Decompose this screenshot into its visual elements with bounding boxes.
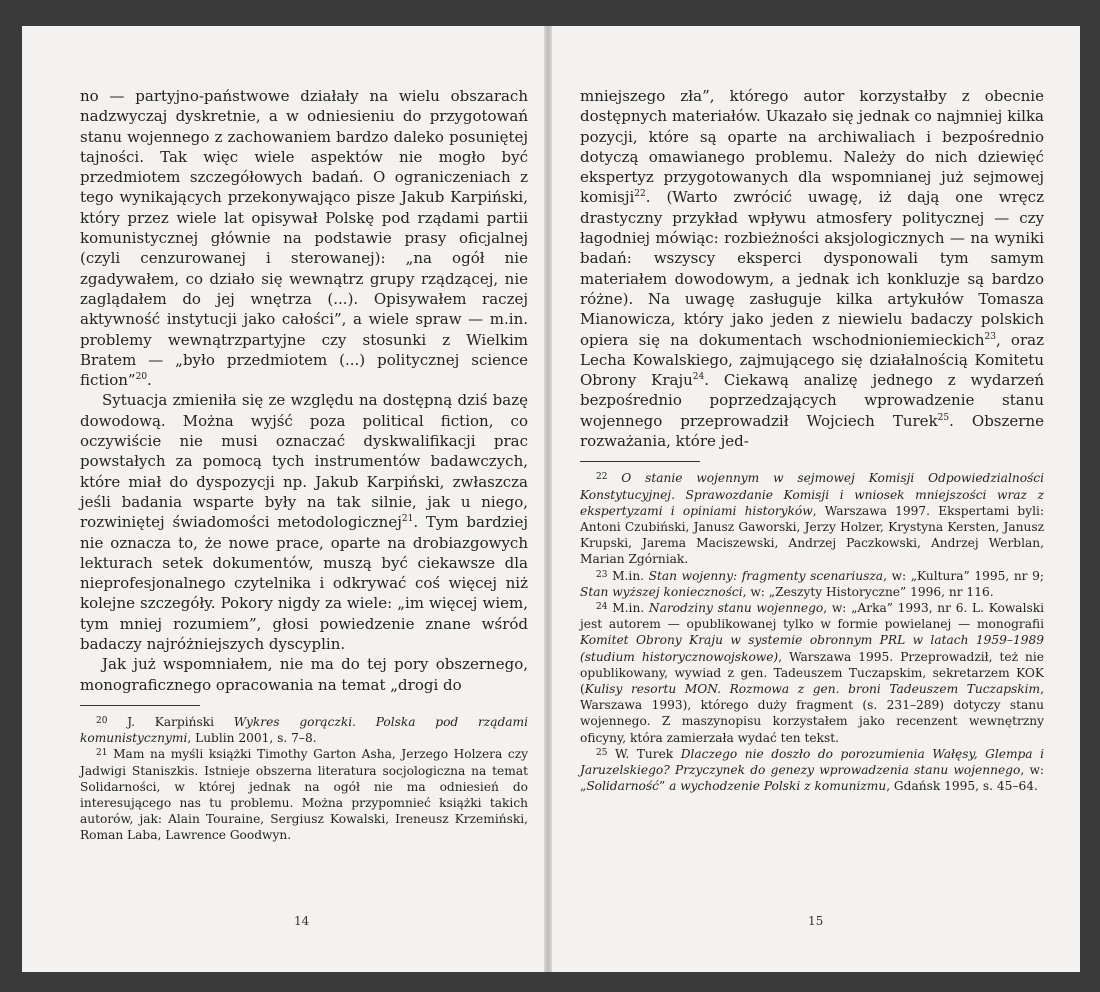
page-number-left: 14	[294, 914, 310, 928]
page-number-right: 15	[808, 914, 824, 928]
left-page	[22, 26, 544, 972]
footnote-20: $^{20}$ J. Karpiński Wykres gorączki. Polska pod rządami komunistycznymi, Lublin 2001, s. 7–8.	[80, 714, 529, 746]
footnote-22: $^{22}$ O stanie wojennym w sejmowej Komisji Odpowiedzialności Konstytucyjnej. Sprawozdanie Komisji i wniosek mniejszości wraz z ekspertyzami i opiniami historyków, Warszawa 1997. Ekspertami byli: Antoni Czubiński, Janusz Gaworski, Jerzy Holzer, Krystyna Kersten, Janusz Krupski, Jarema Maciszewski, Andrzej Paczkowski, Andrzej Werblan, Marian Zgórniak.	[580, 471, 1045, 567]
footnote-ref-21: 21	[401, 514, 414, 525]
footnote-25: $^{25}$ W. Turek Dlaczego nie doszło do porozumienia Wałęsy, Glempa i Jaruzelskiego? Przyczynek do genezy wprowadzenia stanu wojennego, w: „Solidarność” a wychodzenie Polski z komunizmu, Gdańsk 1995, s. 45–64.	[580, 746, 1044, 794]
footnote-21: $^{21}$ Mam na myśli książki Timothy Garton Asha, Jerzego Holzera czy Jadwigi Staniszkis. Istnieje obszerna literatura socjologiczna na temat Solidarności, w której jednak na ogół nie ma odniesień do interesującego nas tu problemu. Można przypomnieć książki takich autorów, jak: Alain Touraine, Sergiusz Kowalski, Ireneusz Krzemiński, Roman Laba, Lawrence Goodwyn.	[80, 747, 528, 843]
left-paragraph-2: Sytuacja zmieniła się ze względu na dostępną dziś bazę dowodową. Można wyjść poza political fiction, co oczywiście nie musi oznaczać dyskwalifikacji prac powstałych za pomocą tych instrumentów badawczych, które miał do dyspozycji np. Jakub Karpiński, zwłaszcza jeśli badania wsparte były na tak silnie, jak u niego, rozwiniętej świadomości metodologicznej$^{21}$. Tym bardziej nie oznacza to, że nowe prace, oparte na drobiazgowych lekturach setek dokumentów, muszą być ciekawsze dla nieprofesjonalnego czytelnika i odkrywać coś więcej niż kolejne szczegóły. Pokory nigdy za wiele: „im więcej wiem, tym mniej rozumiem”, głosi powiedzenie znane wśród badaczy najróżniejszych dyscyplin.	[80, 391, 528, 654]
right-paragraph-1: mniejszego zła”, którego autor korzystałby z obecnie dostępnych materiałów. Ukazało się jednak co najmniej kilka pozycji, które są oparte na archiwaliach i bezpośrednio dotyczą omawianego problemu. Należy do nich dziewięć ekspertyz przygotowanych dla wspomnianej już sejmowej komisji$^{22}$. (Warto zwrócić uwagę, iż dają one wręcz drastyczny przykład wpływu atmosfery politycznej — czy łagodniej mówiąc: rozbieżności aksjologicznych — na wyniki badań: wszyscy eksperci dysponowali tym samym materiałem dowodowym, a jednak ich konkluzje są bardzo różne). Na uwagę zasługuje kilka artykułów Tomasza Mianowicza, który jako jeden z niewielu badaczy polskich opiera się na dokumentach wschodnioniemieckich$^{23}$, oraz Lecha Kowalskiego, zajmującego się działalnością Komitetu Obrony Kraju$^{24}$. Ciekawą analizę jednego z wydarzeń bezpośrednio poprzedzających wprowadzenie stanu wojennego przeprowadził Wojciech Turek$^{25}$. Obszerne rozważania, które jed-	[580, 87, 1044, 451]
left-footnotes	[80, 714, 528, 844]
right-body	[580, 86, 1044, 451]
footnote-24: $^{24}$ M.in. Narodziny stanu wojennego, w: „Arka” 1993, nr 6. L. Kowalski jest autorem — opublikowanej tylko w formie powielanej — monografii Komitet Obrony Kraju w systemie obronnym PRL w latach 1959–1989 (studium historycznowojskowe), Warszawa 1995. Przeprowadził, też nie opublikowany, wywiad z gen. Tadeuszem Tuczapskim, sekretarzem KOK (Kulisy resortu MON. Rozmowa z gen. broni Tadeuszem Tuczapskim, Warszawa 1993), którego duży fragment (s. 231–289) dotyczy stanu wojennego. Z maszynopisu korzystałem jako recenzent wewnętrzny oficyny, która zamierzała wydać ten tekst.	[580, 600, 1045, 745]
right-page	[552, 26, 1080, 972]
left-paragraph-1-text: no — partyjno-państwowe działały na wielu obszarach nadzwyczaj dyskretnie, a w odniesieniu do przygotowań stanu wojennego z zachowaniem bardzo daleko posuniętej tajności. Tak więc wiele aspektów nie mogło być przedmiotem szczegółowych badań. O ograniczeniach z tego wynikających przekonywająco pisze Jakub Karpiński, który przez wiele lat opisywał Polskę pod rządami partii komunistycznej głównie na podstawie prasy oficjalnej (czyli cenzurowanej i sterowanej): „na ogół nie zgadywałem, co działo się wewnątrz grupy rządzącej, nie zaglądałem do jej wnętrza (...). Opisywałem raczej aktywność instytucji jako całości”, a wiele spraw — m.in. problemy wewnątrzpartyjne czy stosunki z Wielkim Bratem — „było przedmiotem (...) politycznej science fiction”	[80, 87, 528, 390]
book-gutter	[544, 26, 552, 972]
left-page-text	[80, 86, 528, 844]
left-paragraph-2-cont: Tym bardziej nie oznacza to, że nowe prace, oparte na drobiazgowych lekturach setek dokumentów, muszą być ciekawsze dla nieprofesjonalnego czytelnika i odkrywać coś więcej niż kolejne szczegóły. Pokory nigdy za wiele: „im więcej wiem, tym mniej rozumiem”, głosi powiedzenie znane wśród badaczy najróżniejszych dyscyplin.	[80, 513, 528, 654]
footnote-divider	[580, 461, 700, 462]
right-page-text	[580, 86, 1044, 794]
footnote-ref-25: 25	[937, 412, 950, 423]
footnote-ref-20: 20	[135, 372, 148, 383]
footnote-divider	[80, 705, 200, 706]
book-spread	[22, 26, 1080, 972]
right-footnotes	[580, 470, 1044, 794]
left-paragraph-3: Jak już wspomniałem, nie ma do tej pory obszernego, monograficznego opracowania na temat „drogi do	[80, 655, 528, 694]
footnote-ref-24: 24	[692, 372, 705, 383]
left-body	[80, 86, 528, 695]
footnote-23: $^{23}$ M.in. Stan wojenny: fragmenty scenariusza, w: „Kultura” 1995, nr 9; Stan wyższej konieczności, w: „Zeszyty Historyczne” 1996, nr 116.	[580, 568, 1044, 599]
left-paragraph-2-text: Sytuacja zmieniła się ze względu na dostępną dziś bazę dowodową. Można wyjść poza political fiction, co oczywiście nie musi oznaczać dyskwalifikacji prac powstałych za pomocą tych instrumentów badawczych, które miał do dyspozycji np. Jakub Karpiński, zwłaszcza jeśli badania wsparte były na tak silnie, jak u niego, rozwiniętej świadomości metodologicznej	[80, 391, 528, 532]
footnote-ref-22: 22	[634, 189, 646, 200]
footnote-ref-23: 23	[984, 331, 996, 342]
left-paragraph-1: no — partyjno-państwowe działały na wielu obszarach nadzwyczaj dyskretnie, a w odniesieniu do przygotowań stanu wojennego z zachowaniem bardzo daleko posuniętej tajności. Tak więc wiele aspektów nie mogło być przedmiotem szczegółowych badań. O ograniczeniach z tego wynikających przekonywająco pisze Jakub Karpiński, który przez wiele lat opisywał Polskę pod rządami partii komunistycznej głównie na podstawie prasy oficjalnej (czyli cenzurowanej i sterowanej): „na ogół nie zgadywałem, co działo się wewnątrz grupy rządzącej, nie zaglądałem do jej wnętrza (...). Opisywałem raczej aktywność instytucji jako całości”, a wiele spraw — m.in. problemy wewnątrzpartyjne czy stosunki z Wielkim Bratem — „było przedmiotem (...) politycznej science fiction”$^{20}$.	[80, 87, 528, 390]
